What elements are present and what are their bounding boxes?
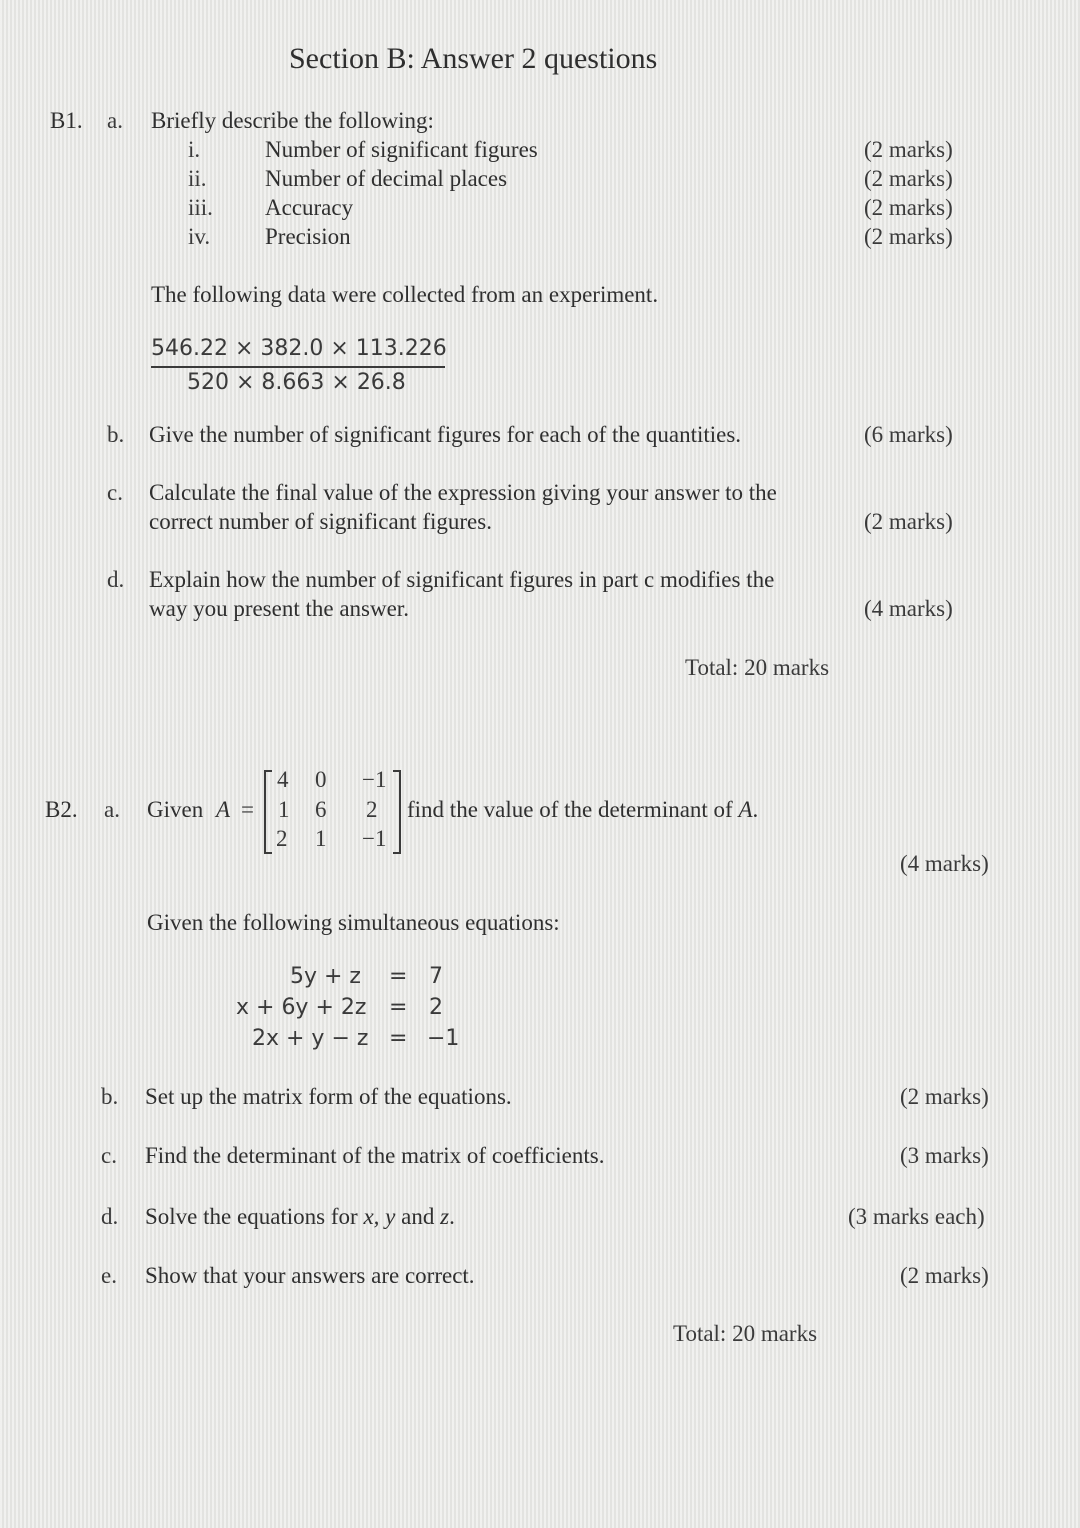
list-item-number: iii. <box>188 195 213 220</box>
matrix-variable: A <box>216 797 231 822</box>
matrix-left-bracket <box>264 770 272 854</box>
equation-rhs: 2 <box>429 995 443 1020</box>
matrix-cell: 2 <box>366 797 378 822</box>
list-item-text: Number of significant figures <box>265 137 538 162</box>
question-number-b1: B1. <box>50 108 83 133</box>
b2-d-letter: d. <box>101 1204 119 1229</box>
matrix-cell: 6 <box>315 797 327 822</box>
equation-rhs: 7 <box>429 964 443 989</box>
b2-c-text: Find the determinant of the matrix of coefficients. <box>145 1143 605 1168</box>
matrix-cell: −1 <box>362 767 387 792</box>
list-item-number: i. <box>188 137 201 162</box>
matrix-cell: 1 <box>278 797 290 822</box>
equation-equals: = <box>389 995 408 1020</box>
matrix-cell: 0 <box>315 767 327 792</box>
b2-a-after: find the value of the determinant of A. <box>407 797 759 822</box>
section-title: Section B: Answer 2 questions <box>289 42 658 75</box>
variable-z: z <box>440 1204 450 1229</box>
matrix-cell: 4 <box>277 767 289 792</box>
b2-c-letter: c. <box>101 1143 117 1168</box>
b2-a-letter: a. <box>104 797 120 822</box>
fraction-denominator: 520 × 8.663 × 26.8 <box>187 370 406 395</box>
marks-label: (2 marks) <box>864 137 953 162</box>
marks-label: (2 marks) <box>900 1263 989 1288</box>
equation-equals: = <box>389 1026 408 1051</box>
matrix-cell: 2 <box>276 826 288 851</box>
list-item-number: iv. <box>188 224 211 249</box>
equation-lhs: 5y + z <box>290 964 361 989</box>
determinant-variable: A <box>738 797 753 822</box>
b1-d-letter: d. <box>107 567 125 592</box>
b1-d-line2: way you present the answer. <box>149 596 409 621</box>
b1-d-line1: Explain how the number of significant figures in part c modifies the <box>149 567 775 592</box>
b1-b-text: Give the number of significant figures for each of the quantities. <box>149 422 742 447</box>
b1-c-letter: c. <box>107 480 123 505</box>
equals-sign: = <box>241 797 254 822</box>
equation-rhs: −1 <box>427 1026 460 1051</box>
b1-a-letter: a. <box>107 108 123 133</box>
marks-label: (4 marks) <box>900 851 989 876</box>
equations-intro: Given the following simultaneous equations: <box>147 910 560 935</box>
b1-b-letter: b. <box>107 422 125 447</box>
list-item-text: Accuracy <box>265 195 354 220</box>
marks-label: (2 marks) <box>864 224 953 249</box>
marks-label: (3 marks) <box>900 1143 989 1168</box>
marks-label: (2 marks) <box>900 1084 989 1109</box>
b1-c-line1: Calculate the final value of the expression giving your answer to the <box>149 480 777 505</box>
b2-d-text: Solve the equations for x, y and z. <box>145 1204 455 1229</box>
marks-label: (2 marks) <box>864 166 953 191</box>
b2-e-letter: e. <box>101 1263 117 1288</box>
fraction-bar <box>151 366 445 368</box>
matrix-right-bracket <box>393 770 401 854</box>
equation-lhs: 2x + y − z <box>252 1026 369 1051</box>
marks-label: (4 marks) <box>864 596 953 621</box>
marks-label: (2 marks) <box>864 195 953 220</box>
list-item-text: Precision <box>265 224 351 249</box>
b2-e-text: Show that your answers are correct. <box>145 1263 475 1288</box>
b2-total: Total: 20 marks <box>673 1321 818 1346</box>
matrix-cell: 1 <box>315 826 327 851</box>
equation-lhs: x + 6y + 2z <box>236 995 367 1020</box>
question-number-b2: B2. <box>45 797 78 822</box>
marks-label: (6 marks) <box>864 422 953 447</box>
b2-a-given: Given <box>147 797 204 822</box>
variables-xy: x, y <box>363 1204 396 1229</box>
marks-label: (2 marks) <box>864 509 953 534</box>
marks-label: (3 marks each) <box>848 1204 985 1229</box>
equation-equals: = <box>389 964 408 989</box>
b1-a-prompt: Briefly describe the following: <box>151 108 434 133</box>
b2-b-letter: b. <box>101 1084 119 1109</box>
data-intro: The following data were collected from an experiment. <box>151 282 659 307</box>
b1-c-line2: correct number of significant figures. <box>149 509 492 534</box>
list-item-text: Number of decimal places <box>265 166 508 191</box>
fraction-numerator: 546.22 × 382.0 × 113.226 <box>151 336 447 361</box>
b2-b-text: Set up the matrix form of the equations. <box>145 1084 512 1109</box>
matrix-cell: −1 <box>362 826 387 851</box>
list-item-number: ii. <box>188 166 207 191</box>
b1-total: Total: 20 marks <box>685 655 830 680</box>
